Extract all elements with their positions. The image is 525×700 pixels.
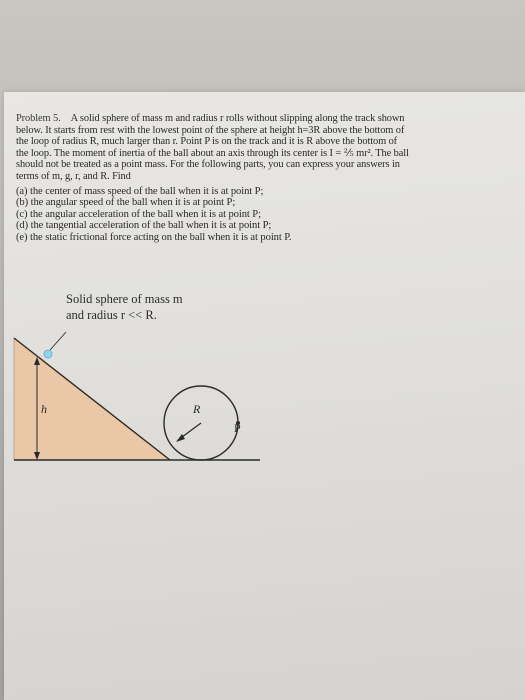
- problem-text-line: should not be treated as a point mass. For the following parts, you can express your answers in: [16, 159, 400, 171]
- caption-line-2: and radius r << R.: [66, 308, 157, 322]
- caption-line-1: Solid sphere of mass m: [66, 292, 183, 306]
- problem-label: Problem 5.: [16, 113, 61, 124]
- label-p: P: [234, 421, 241, 435]
- track-diagram: [0, 320, 300, 470]
- problem-statement: [16, 113, 516, 243]
- problem-line-1: [16, 113, 516, 125]
- problem-text-line: the loop of radius R, much larger than r. Point P is on the track and it is R above the bottom of: [16, 136, 398, 148]
- problem-text-line: the loop. The moment of inertia of the ball about an axis through its center is I = ⅖ mr². The ball: [16, 147, 409, 159]
- parts-list: [16, 186, 516, 244]
- problem-text-line: terms of m, g, r, and R. Find: [16, 170, 131, 182]
- part-b: (b) the angular speed of the ball when it is at point P;: [16, 197, 236, 209]
- part-e: (e) the static frictional force acting on the ball when it is at point P.: [16, 231, 292, 243]
- sphere-ball: [44, 350, 52, 358]
- problem-text-line: A solid sphere of mass m and radius r rolls without slipping along the track shown: [70, 113, 405, 124]
- part-c: (c) the angular acceleration of the ball when it is at point P;: [16, 208, 261, 220]
- caption-pointer: [50, 332, 66, 350]
- label-h: h: [41, 402, 47, 416]
- part-d: (d) the tangential acceleration of the ball when it is at point P;: [16, 220, 272, 232]
- part-a: (a) the center of mass speed of the ball when it is at point P;: [16, 185, 264, 197]
- label-r: R: [193, 402, 201, 416]
- figure-caption: [66, 291, 183, 323]
- problem-text-line: below. It starts from rest with the lowest point of the sphere at height h=3R above the bottom of: [16, 124, 405, 136]
